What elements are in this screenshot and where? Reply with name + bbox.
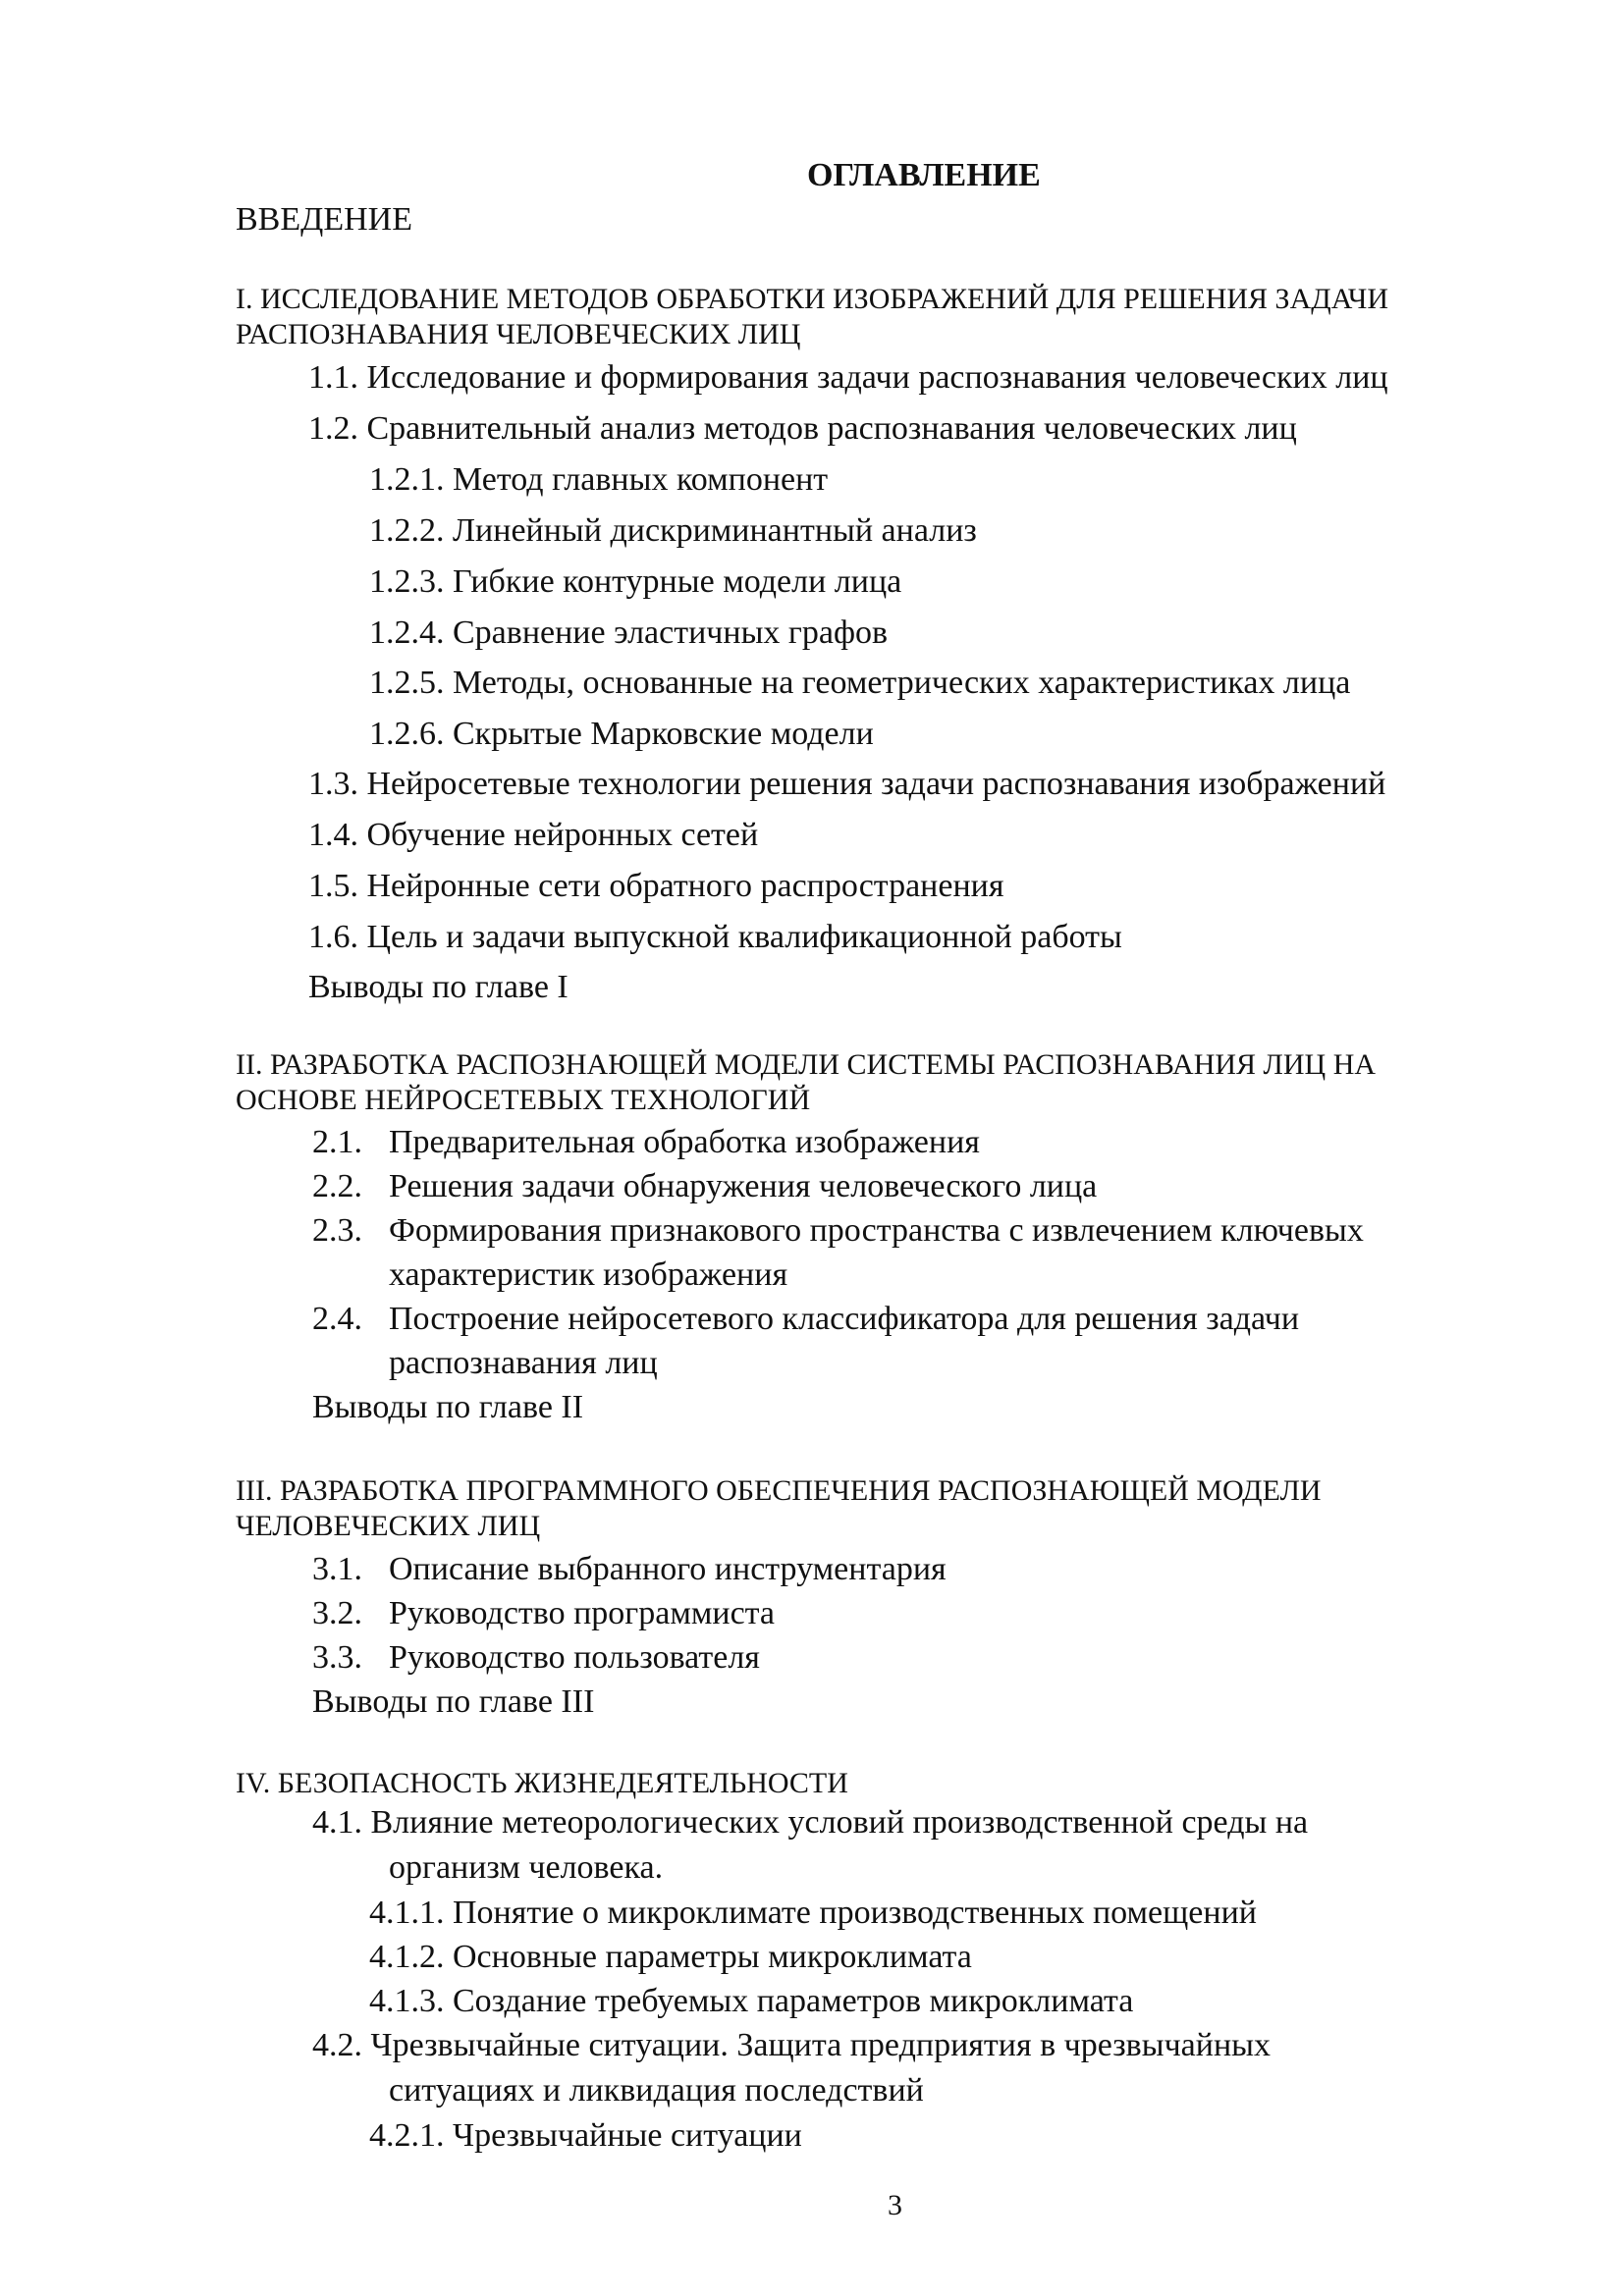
toc-entry-1-4: 1.4. Обучение нейронных сетей [308,817,759,853]
toc-entry-3-3 [312,1639,362,1677]
toc-entry-3-1-text: Описание выбранного инструментария [389,1551,947,1587]
chapter-4-heading: IV. БЕЗОПАСНОСТЬ ЖИЗНЕДЕЯТЕЛЬНОСТИ [236,1767,848,1799]
toc-entry-1-2-2: 1.2.2. Линейный дискриминантный анализ [369,512,977,549]
toc-entry-2-1-text: Предварительная обработка изображения [389,1124,980,1160]
toc-entry-3-1 [312,1551,362,1588]
toc-entry-4-2-line1: 4.2. Чрезвычайные ситуации. Защита предприятия в чрезвычайных [312,2027,1272,2063]
toc-entry-2-2 [312,1168,362,1205]
chapter-1-heading-line1: I. ИССЛЕДОВАНИЕ МЕТОДОВ ОБРАБОТКИ ИЗОБРАЖЕНИЙ ДЛЯ РЕШЕНИЯ ЗАДАЧИ [236,283,1388,315]
chapter-3-heading-line2: ЧЕЛОВЕЧЕСКИХ ЛИЦ [236,1510,541,1542]
toc-entry-1-5: 1.5. Нейронные сети обратного распространения [308,868,1004,904]
toc-entry-4-1-line2: организм человека. [389,1849,664,1886]
toc-entry-1-2-3: 1.2.3. Гибкие контурные модели лица [369,563,902,600]
chapter-3-heading-line1: III. РАЗРАБОТКА ПРОГРАММНОГО ОБЕСПЕЧЕНИЯ РАСПОЗНАЮЩЕЙ МОДЕЛИ [236,1474,1322,1507]
toc-entry-1-2-4: 1.2.4. Сравнение эластичных графов [369,614,889,651]
chapter-2-heading-line2: ОСНОВЕ НЕЙРОСЕТЕВЫХ ТЕХНОЛОГИЙ [236,1084,811,1116]
toc-entry-2-4-text-line2: распознавания лиц [389,1345,658,1381]
toc-conclusion-2: Выводы по главе II [312,1389,584,1425]
toc-conclusion-1: Выводы по главе I [308,969,568,1005]
toc-conclusion-3: Выводы по главе III [312,1683,595,1720]
entry-number: 3.2. [312,1595,362,1631]
toc-entry-1-2: 1.2. Сравнительный анализ методов распознавания человеческих лиц [308,410,1297,447]
entry-number: 2.2. [312,1168,362,1204]
toc-entry-4-1-2: 4.1.2. Основные параметры микроклимата [369,1939,972,1975]
entry-number: 3.1. [312,1551,362,1587]
page-number: 3 [888,2189,902,2221]
toc-entry-4-2-line2: ситуациях и ликвидация последствий [389,2072,924,2109]
toc-title: ОГЛАВЛЕНИЕ [807,157,1041,193]
toc-entry-1-2-5: 1.2.5. Методы, основанные на геометрических характеристиках лица [369,665,1351,701]
toc-entry-4-1-line1: 4.1. Влияние метеорологических условий производственной среды на [312,1804,1309,1841]
toc-entry-2-4 [312,1301,362,1338]
entry-number: 3.3. [312,1639,362,1676]
toc-entry-4-1-1: 4.1.1. Понятие о микроклимате производственных помещений [369,1895,1257,1931]
toc-entry-4-1-3: 4.1.3. Создание требуемых параметров микроклимата [369,1983,1134,2019]
toc-entry-4-2-1: 4.2.1. Чрезвычайные ситуации [369,2117,802,2154]
toc-entry-1-1: 1.1. Исследование и формирования задачи распознавания человеческих лиц [308,359,1388,396]
toc-entry-3-3-text: Руководство пользователя [389,1639,760,1676]
toc-entry-1-6: 1.6. Цель и задачи выпускной квалификационной работы [308,919,1122,955]
toc-entry-2-3-text-line2: характеристик изображения [389,1256,788,1293]
entry-number: 2.4. [312,1301,362,1337]
entry-number: 2.1. [312,1124,362,1160]
toc-entry-1-3: 1.3. Нейросетевые технологии решения задачи распознавания изображений [308,766,1386,802]
entry-number: 2.3. [312,1212,362,1249]
toc-intro: ВВЕДЕНИЕ [236,201,412,238]
toc-entry-1-2-6: 1.2.6. Скрытые Марковские модели [369,716,874,752]
toc-entry-3-2 [312,1595,362,1632]
chapter-1-heading-line2: РАСПОЗНАВАНИЯ ЧЕЛОВЕЧЕСКИХ ЛИЦ [236,318,801,350]
toc-entry-2-3 [312,1212,362,1250]
toc-entry-2-2-text: Решения задачи обнаружения человеческого лица [389,1168,1098,1204]
toc-entry-3-2-text: Руководство программиста [389,1595,776,1631]
toc-entry-1-2-1: 1.2.1. Метод главных компонент [369,461,829,498]
toc-entry-2-4-text-line1: Построение нейросетевого классификатора для решения задачи [389,1301,1300,1337]
toc-entry-2-1 [312,1124,362,1161]
chapter-2-heading-line1: II. РАЗРАБОТКА РАСПОЗНАЮЩЕЙ МОДЕЛИ СИСТЕМЫ РАСПОЗНАВАНИЯ ЛИЦ НА [236,1048,1377,1081]
toc-entry-2-3-text-line1: Формирования признакового пространства с извлечением ключевых [389,1212,1364,1249]
